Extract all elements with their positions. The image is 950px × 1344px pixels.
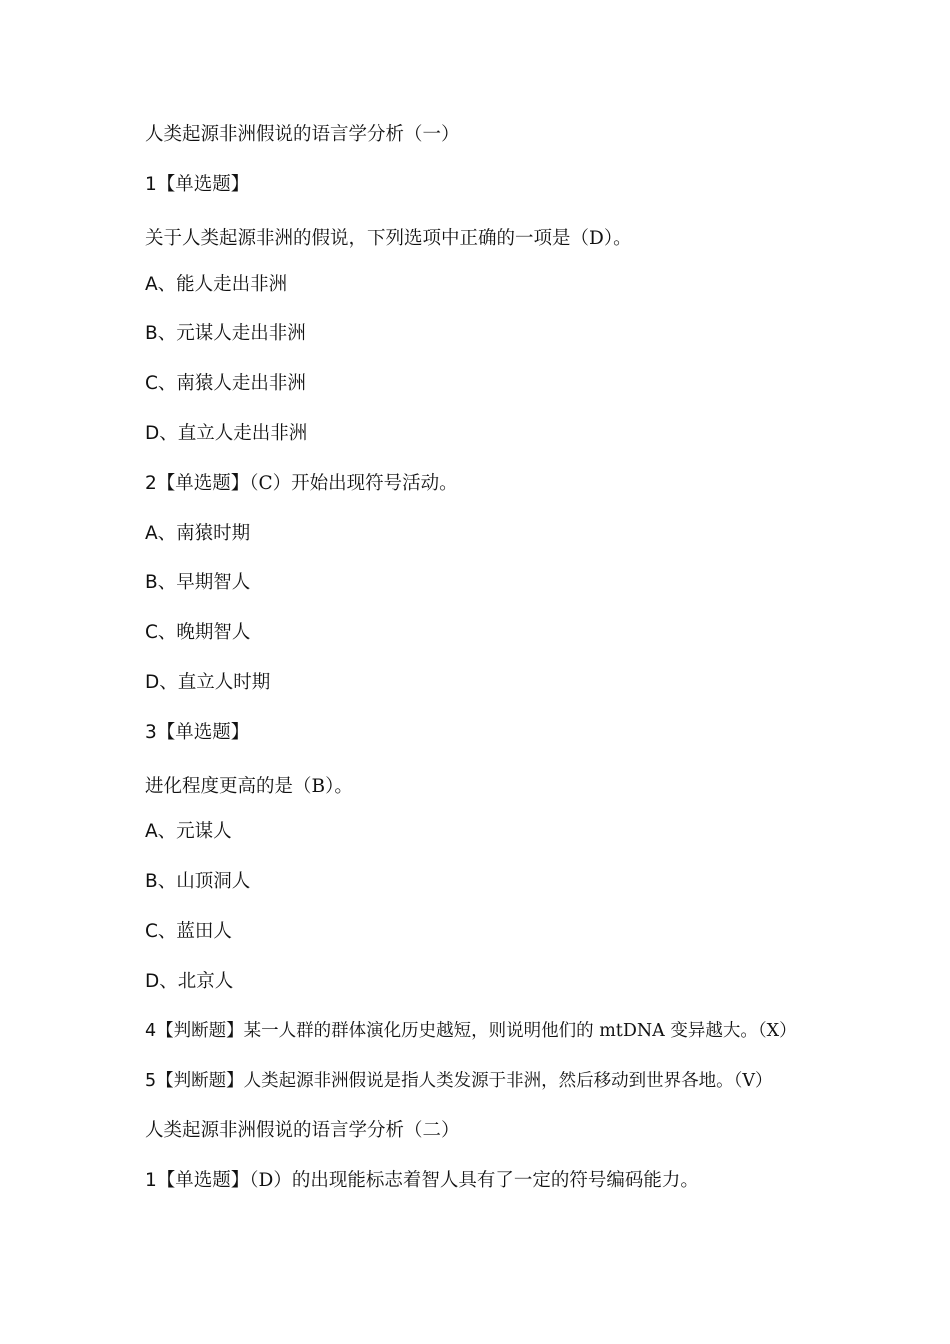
- question-label: 1【单选题】: [145, 174, 250, 195]
- section-title: 人类起源非洲假说的语言学分析（二）: [145, 1120, 460, 1141]
- option-item: D、直立人走出非洲: [145, 423, 308, 444]
- option-item: C、晚期智人: [145, 622, 251, 643]
- question-stem: （D）的出现能标志着智人具有了一定的符号编码能力。: [249, 1170, 699, 1191]
- question-label: 3【单选题】: [145, 722, 250, 743]
- question-row: [145, 1168, 699, 1194]
- option-item: C、蓝田人: [145, 921, 232, 942]
- question-stem: 关于人类起源非洲的假说，下列选项中正确的一项是（D）。: [145, 228, 632, 249]
- question-label: 4【判断题】: [145, 1021, 244, 1041]
- question-stem: 某一人群的群体演化历史越短，则说明他们的 mtDNA 变异越大。（X）: [243, 1021, 797, 1041]
- option-item: A、元谋人: [145, 821, 232, 842]
- question-row: [145, 1068, 773, 1094]
- section-title: 人类起源非洲假说的语言学分析（一）: [145, 124, 460, 145]
- question-stem: 进化程度更高的是（B）。: [145, 776, 353, 797]
- question-row: [145, 471, 458, 497]
- option-item: D、直立人时期: [145, 672, 271, 693]
- option-item: A、能人走出非洲: [145, 274, 288, 295]
- question-stem: 人类起源非洲假说是指人类发源于非洲，然后移动到世界各地。（V）: [243, 1071, 773, 1091]
- option-item: A、南猿时期: [145, 523, 251, 544]
- question-stem: （C）开始出现符号活动。: [249, 473, 458, 494]
- option-item: B、山顶洞人: [145, 871, 251, 892]
- question-row: [145, 1018, 797, 1044]
- question-label: 1【单选题】: [145, 1170, 250, 1191]
- question-label: 5【判断题】: [145, 1071, 244, 1091]
- question-label: 2【单选题】: [145, 473, 250, 494]
- option-item: D、北京人: [145, 971, 234, 992]
- option-item: B、早期智人: [145, 572, 251, 593]
- option-item: B、元谋人走出非洲: [145, 323, 306, 344]
- option-item: C、南猿人走出非洲: [145, 373, 306, 394]
